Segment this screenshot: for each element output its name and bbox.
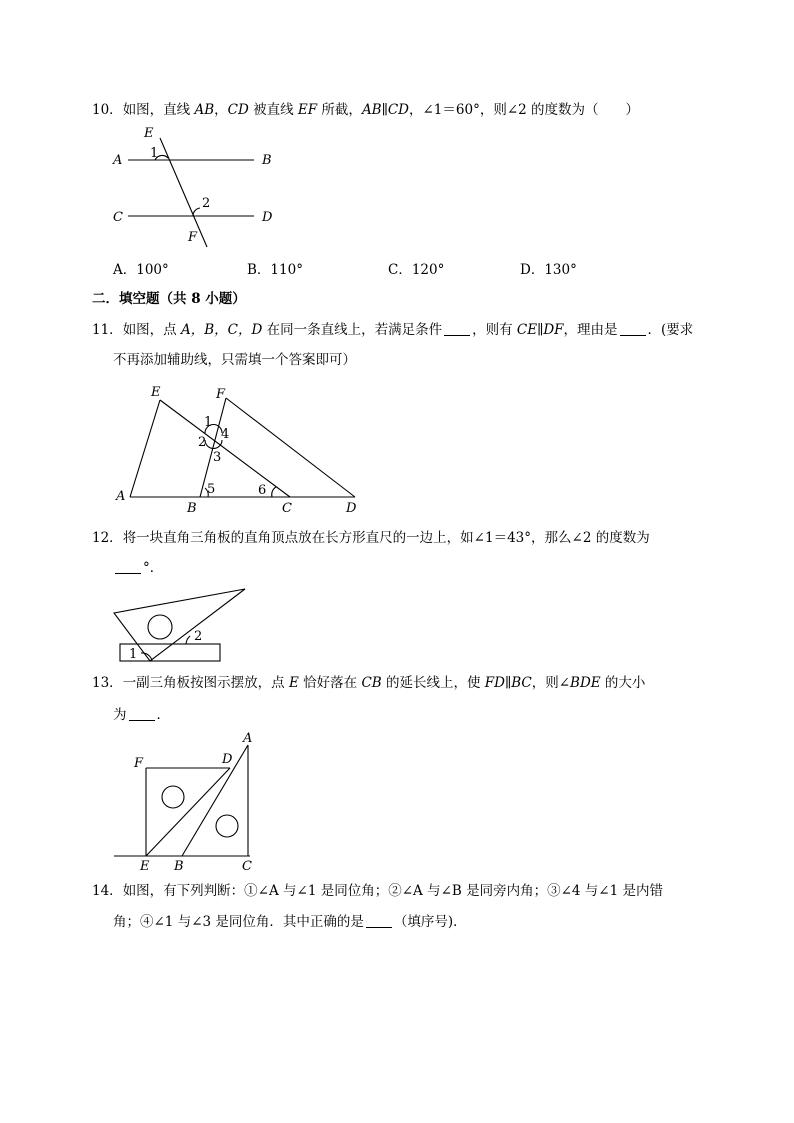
q13-stem: 13．一副三角板按图示摆放，点 E 恰好落在 CB 的延长线上，使 FD∥BC，则∠BDE 的大小 xyxy=(92,675,646,691)
svg-text:1: 1 xyxy=(150,146,159,161)
section-heading: 二．填空题（共 8 小题） xyxy=(92,291,246,307)
svg-text:F: F xyxy=(216,387,226,402)
svg-text:3: 3 xyxy=(213,450,222,465)
svg-text:E: E xyxy=(140,859,150,874)
option-d: D．130° xyxy=(520,262,577,278)
svg-text:6: 6 xyxy=(258,483,267,498)
q12-stem: 12．将一块直角三角板的直角顶点放在长方形直尺的一边上，如∠1＝43°，那么∠2 的度数为 xyxy=(92,530,650,546)
svg-text:B: B xyxy=(187,501,197,516)
option-b: B．110° xyxy=(247,262,303,278)
q10-stem: 10．如图，直线 AB，CD 被直线 EF 所截，AB∥CD，∠1＝60°，则∠2 的度数为（ ） xyxy=(92,102,640,118)
svg-text:D: D xyxy=(222,752,233,767)
q11-stem-line2: 不再添加辅助线，只需填一个答案即可） xyxy=(113,352,356,368)
q12-stem-line2: °． xyxy=(113,559,163,577)
svg-text:2: 2 xyxy=(194,629,203,644)
svg-text:A: A xyxy=(243,731,253,746)
q11-stem: 11．如图，点 A，B，C，D 在同一条直线上，若满足条件 ，则有 CE∥DF，理由是 ．(要求 xyxy=(92,322,694,338)
option-a: A．100° xyxy=(113,262,169,278)
svg-text:5: 5 xyxy=(207,482,216,497)
svg-text:4: 4 xyxy=(221,427,230,442)
svg-text:E: E xyxy=(144,126,154,141)
svg-text:A: A xyxy=(116,489,126,504)
q14-stem: 14．如图，有下列判断：①∠A 与∠1 是同位角；②∠A 与∠B 是同旁内角；③∠4 与∠1 是内错 xyxy=(92,883,663,899)
svg-text:E: E xyxy=(151,385,161,400)
svg-text:C: C xyxy=(282,501,292,516)
q13-stem-line2: 为 ． xyxy=(113,707,170,723)
svg-text:D: D xyxy=(262,210,273,225)
svg-text:B: B xyxy=(262,153,272,168)
svg-text:1: 1 xyxy=(204,415,213,430)
svg-text:A: A xyxy=(113,153,123,168)
q14-blank[interactable] xyxy=(366,915,392,928)
svg-text:F: F xyxy=(188,230,198,245)
svg-text:2: 2 xyxy=(198,435,207,450)
svg-text:B: B xyxy=(174,859,184,874)
svg-text:D: D xyxy=(346,501,357,516)
svg-text:1: 1 xyxy=(129,647,138,662)
svg-text:C: C xyxy=(113,210,123,225)
svg-text:C: C xyxy=(242,859,252,874)
q14-stem-line2: 角；④∠1 与∠3 是同位角．其中正确的是 （填序号)． xyxy=(113,914,467,930)
svg-text:F: F xyxy=(134,756,144,771)
svg-text:2: 2 xyxy=(202,196,211,211)
option-c: C．120° xyxy=(388,262,445,278)
